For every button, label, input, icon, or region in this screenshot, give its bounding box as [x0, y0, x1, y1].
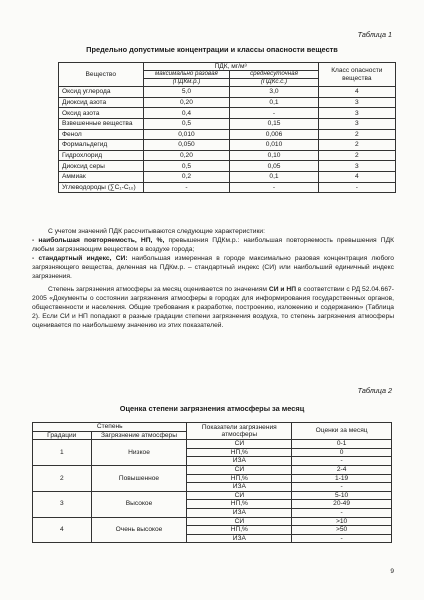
- table-row: [59, 150, 396, 161]
- header-indicators: Показатели загрязнения атмосферы: [187, 423, 292, 440]
- daily-avg-cell: 3,0: [230, 87, 318, 98]
- hazard-class-cell: 4: [318, 172, 395, 183]
- hazard-class-cell: -: [318, 182, 395, 193]
- header-hazard-class: Класс опасности вещества: [318, 63, 395, 87]
- table-row: [59, 97, 396, 108]
- indicator-cell: НП,%: [187, 500, 292, 509]
- max-once-cell: 0,010: [143, 129, 230, 140]
- gradation-cell: 3: [33, 491, 92, 517]
- si-definition: наибольшая измеренная в городе максимально разовая концентрация любого загрязняющего вещества, деленная на ПДКм.р. – стандартный индекс (СИ) или наибольший единичный индекс загрязнения.: [32, 255, 395, 281]
- table-row: [33, 465, 392, 474]
- max-once-cell: 0,4: [143, 108, 230, 119]
- table-row: [59, 161, 396, 172]
- assessment-text-a: Степень загрязнения атмосферы за месяц оценивается по значениям: [48, 286, 269, 294]
- hazard-class-cell: 2: [318, 150, 395, 161]
- indicator-cell: ИЗА: [187, 534, 292, 543]
- max-once-cell: 5,0: [143, 87, 230, 98]
- pollution-level-cell: Низкое: [91, 440, 187, 466]
- substance-cell: Оксид азота: [59, 108, 144, 119]
- daily-avg-cell: 0,1: [230, 172, 318, 183]
- max-once-cell: 0,20: [143, 97, 230, 108]
- substance-cell: Фенол: [59, 129, 144, 140]
- hazard-class-cell: 3: [318, 161, 395, 172]
- table-row: [59, 119, 396, 130]
- hazard-class-cell: 3: [318, 119, 395, 130]
- gradation-cell: 2: [33, 465, 92, 491]
- indicator-cell: СИ: [187, 465, 292, 474]
- table1-title: Предельно допустимые концентрации и классы опасности веществ: [86, 45, 338, 54]
- table-row: [59, 140, 396, 151]
- substance-cell: Диоксид азота: [59, 97, 144, 108]
- pollution-level-cell: Повышенное: [91, 465, 187, 491]
- estimate-cell: 20-49: [292, 500, 392, 509]
- header-daily-avg: среднесуточная: [230, 71, 318, 79]
- table-row: [59, 172, 396, 183]
- header-max-once-abbr: (ПДКм.р.): [143, 79, 230, 87]
- daily-avg-cell: 0,010: [230, 140, 318, 151]
- assessment-text-b: в соответствии с РД 52.04.667-2005 «Документы о состоянии загрязнения атмосферы в городах для информирования государственных органов, общественности и населения. Общие требования к разработке, построению, изложению и содержанию» (Таблица 2). Если СИ и НП попадают в разные градации степени загрязнения воздуха, то степень загрязнения атмосферы оценивается по наибольшему значению из этих показателей.: [32, 286, 395, 330]
- indicator-cell: ИЗА: [187, 457, 292, 466]
- si-term: - стандартный индекс, СИ:: [32, 255, 128, 263]
- estimate-cell: -: [292, 457, 392, 466]
- gradation-cell: 1: [33, 440, 92, 466]
- table-row: [33, 440, 392, 449]
- assessment-bold: СИ и НП: [268, 286, 297, 294]
- pollution-level-cell: Высокое: [91, 491, 187, 517]
- hazard-class-cell: 2: [318, 129, 395, 140]
- table1-caption: Таблица 1: [357, 30, 392, 39]
- hazard-class-cell: 3: [318, 97, 395, 108]
- header-max-once: максимально разовая: [143, 71, 230, 79]
- table-row: [59, 129, 396, 140]
- table-row: [59, 108, 396, 119]
- hazard-class-cell: 2: [318, 140, 395, 151]
- pollution-degree-table-body: [33, 440, 392, 543]
- max-once-cell: 0,5: [143, 161, 230, 172]
- estimate-cell: 1-19: [292, 474, 392, 483]
- substance-cell: Углеводороды (∑C₁-C₁₀): [59, 182, 144, 193]
- max-once-cell: 0,5: [143, 119, 230, 130]
- daily-avg-cell: -: [230, 108, 318, 119]
- assessment-paragraph: [32, 285, 394, 330]
- header-pollution: Загрязнение атмосферы: [91, 431, 187, 440]
- estimate-cell: 5-10: [292, 491, 392, 500]
- estimate-cell: 0-1: [292, 440, 392, 449]
- indicator-cell: СИ: [187, 440, 292, 449]
- daily-avg-cell: 0,10: [230, 150, 318, 161]
- indicator-cell: НП,%: [187, 448, 292, 457]
- header-degree: Степень: [33, 423, 187, 432]
- daily-avg-cell: 0,05: [230, 161, 318, 172]
- indicator-cell: НП,%: [187, 474, 292, 483]
- pdk-table: [58, 62, 396, 193]
- substance-cell: Диоксид серы: [59, 161, 144, 172]
- estimate-cell: >10: [292, 517, 392, 526]
- pollution-degree-table: [32, 422, 392, 543]
- indicator-cell: ИЗА: [187, 508, 292, 517]
- max-once-cell: -: [143, 182, 230, 193]
- hazard-class-cell: 3: [318, 108, 395, 119]
- indicator-cell: НП,%: [187, 526, 292, 535]
- table2-title: Оценка степени загрязнения атмосферы за месяц: [119, 404, 305, 413]
- header-gradation: Градации: [33, 431, 92, 440]
- substance-cell: Оксид углерода: [59, 87, 144, 98]
- pollution-level-cell: Очень высокое: [91, 517, 187, 543]
- daily-avg-cell: -: [230, 182, 318, 193]
- substance-cell: Аммиак: [59, 172, 144, 183]
- hazard-class-cell: 4: [318, 87, 395, 98]
- estimate-cell: -: [292, 508, 392, 517]
- table-row: [59, 182, 396, 193]
- estimate-cell: -: [292, 483, 392, 492]
- daily-avg-cell: 0,1: [230, 97, 318, 108]
- header-daily-avg-abbr: (ПДКс.с.): [230, 79, 318, 87]
- estimate-cell: 2-4: [292, 465, 392, 474]
- estimate-cell: >50: [292, 526, 392, 535]
- daily-avg-cell: 0,006: [230, 129, 318, 140]
- estimate-cell: 0: [292, 448, 392, 457]
- table-row: [33, 517, 392, 526]
- max-once-cell: 0,2: [143, 172, 230, 183]
- body-text: [32, 227, 394, 331]
- max-once-cell: 0,20: [143, 150, 230, 161]
- intro-paragraph: С учетом значений ПДК рассчитываются следующие характеристики:: [48, 228, 265, 235]
- substance-cell: Взвешенные вещества: [59, 119, 144, 130]
- estimate-cell: -: [292, 534, 392, 543]
- daily-avg-cell: 0,15: [230, 119, 318, 130]
- si-paragraph: [32, 254, 394, 281]
- substance-cell: Формальдегид: [59, 140, 144, 151]
- np-definition: превышения ПДКм.р.: наибольшая повторяемость превышения ПДК любым загрязняющим веществом в воздухе города;: [32, 237, 394, 254]
- indicator-cell: ИЗА: [187, 483, 292, 492]
- max-once-cell: 0,050: [143, 140, 230, 151]
- np-paragraph: [32, 236, 394, 254]
- indicator-cell: СИ: [187, 517, 292, 526]
- gradation-cell: 4: [33, 517, 92, 543]
- np-term: - наибольшая повторяемость, НП, %,: [32, 237, 165, 245]
- page-number: 9: [390, 568, 394, 575]
- table2-caption: Таблица 2: [357, 386, 392, 395]
- table-row: [59, 87, 396, 98]
- header-substance: Вещество: [59, 63, 144, 87]
- pdk-table-body: [59, 87, 396, 193]
- substance-cell: Гидрохлорид: [59, 150, 144, 161]
- indicator-cell: СИ: [187, 491, 292, 500]
- header-estimates: Оценки за месяц: [292, 423, 392, 440]
- header-pdk: ПДК, мг/м³: [143, 63, 318, 71]
- table-row: [33, 491, 392, 500]
